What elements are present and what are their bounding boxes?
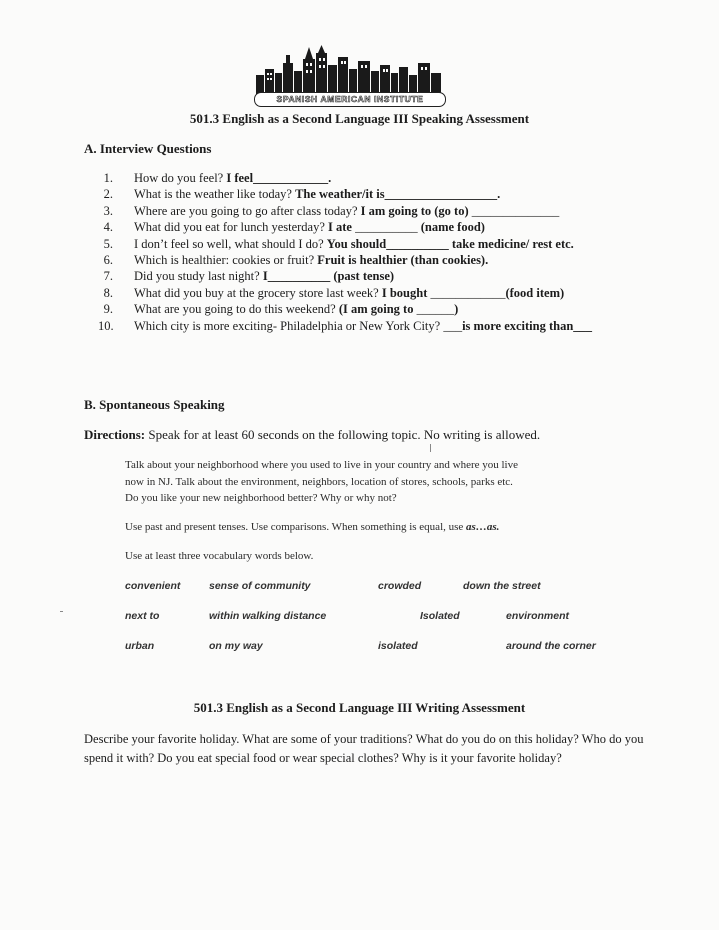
answer-hint: (name food) — [420, 220, 485, 235]
topic-line: Talk about your neighborhood where you used to live in your country and where you live — [125, 459, 518, 471]
speaking-assessment-title: 501.3 English as a Second Language III Speaking Assessment — [189, 111, 530, 126]
question-text: What did you buy at the grocery store last week? — [134, 285, 382, 300]
question-item — [98, 252, 658, 268]
question-item — [98, 219, 658, 235]
question-item — [98, 301, 658, 317]
question-text: I don’t feel so well, what should I do? — [134, 236, 327, 251]
scan-mark — [430, 444, 431, 452]
vocab-note: Use at least three vocabulary words below. — [125, 550, 314, 562]
section-b-heading: B. Spontaneous Speaking — [84, 397, 225, 412]
answer-blank: ______ — [413, 302, 455, 317]
answer-prompt: I ate — [328, 220, 352, 235]
topic-line: Do you like your new neighborhood better? Why or why not? — [125, 492, 397, 504]
question-item — [98, 170, 658, 186]
question-item — [98, 318, 658, 334]
vocab-word: down the street — [463, 580, 541, 592]
skyline-icon — [250, 45, 450, 95]
question-item — [98, 268, 658, 284]
question-number: 10 . — [98, 318, 113, 334]
question-number: 7 . — [98, 268, 113, 284]
answer-prompt: I am going to (go to) — [360, 203, 469, 218]
answer-prompt: I__________ (past tense) — [262, 269, 395, 284]
question-number: 5 . — [98, 236, 113, 252]
vocab-word: on my way — [209, 640, 263, 652]
institute-logo — [250, 45, 450, 107]
tenses-note-emphasis: as…as. — [466, 521, 500, 533]
answer-prompt: The weather/it is__________________. — [295, 187, 501, 202]
question-item — [98, 203, 658, 219]
question-number: 3 . — [98, 203, 113, 219]
question-text: What did you eat for lunch yesterday? — [134, 220, 329, 235]
question-number: 8 . — [98, 285, 113, 301]
question-text: Did you study last night? — [134, 269, 263, 284]
question-text: What is the weather like today? — [134, 187, 296, 202]
answer-prompt: You should__________ take medicine/ rest etc. — [326, 236, 574, 251]
vocab-word: around the corner — [506, 640, 596, 652]
answer-blank: ______________ — [468, 203, 560, 218]
vocab-word: sense of community — [209, 580, 311, 592]
answer-blank: __________ — [351, 220, 421, 235]
question-number: 1 . — [98, 170, 113, 186]
answer-prompt: Fruit is healthier (than cookies). — [317, 253, 489, 268]
vocab-word: isolated — [378, 640, 418, 652]
scan-mark — [60, 611, 63, 612]
answer-hint: ) — [454, 302, 459, 317]
answer-hint: (food item) — [505, 285, 565, 300]
vocab-word: next to — [125, 610, 160, 622]
answer-blank: ____________ — [427, 285, 506, 300]
directions-text: Speak for at least 60 seconds on the following topic. No writing is allowed. — [145, 427, 541, 442]
question-number: 9 . — [98, 301, 113, 317]
question-item — [98, 285, 658, 301]
question-number: 2 . — [98, 186, 113, 202]
question-text: Which is healthier: cookies or fruit? — [134, 253, 318, 268]
answer-prompt: I bought — [381, 285, 428, 300]
vocab-word: urban — [125, 640, 155, 652]
directions — [84, 427, 540, 443]
tenses-note — [125, 519, 595, 536]
interview-questions-list — [98, 170, 658, 334]
section-a-heading: A. Interview Questions — [84, 141, 212, 156]
vocab-word: environment — [506, 610, 570, 622]
question-text: Which city is more exciting- Philadelphia or New York City? ___ — [134, 318, 463, 333]
vocab-word: crowded — [378, 580, 422, 592]
answer-prompt: (I am going to — [338, 302, 414, 317]
question-number: 6 . — [98, 252, 113, 268]
question-item — [98, 236, 658, 252]
vocab-word: Isolated — [420, 610, 460, 622]
vocab-word: within walking distance — [209, 610, 327, 622]
tenses-note-text: Use past and present tenses. Use comparisons. When something is equal, use — [125, 521, 467, 533]
question-text: What are you going to do this weekend? — [134, 302, 339, 317]
writing-prompt: Describe your favorite holiday. What are some of your traditions? What do you do on this holiday? Who do you spend it with? Do you eat special food or wear special clothes? Why is it your favorite holiday? — [84, 732, 644, 765]
question-number: 4 . — [98, 219, 113, 235]
vocab-word: convenient — [125, 580, 181, 592]
topic-paragraph — [125, 457, 595, 507]
logo-banner-text: SPANISH AMERICAN INSTITUTE — [254, 92, 446, 107]
answer-prompt: I feel____________. — [226, 171, 332, 185]
directions-label: Directions: — [84, 427, 146, 442]
writing-assessment-title: 501.3 English as a Second Language III Writing Assessment — [193, 700, 526, 715]
answer-prompt: is more exciting than___ — [462, 318, 593, 333]
question-text: How do you feel? — [134, 171, 227, 185]
question-text: Where are you going to go after class today? — [134, 203, 361, 218]
topic-line: now in NJ. Talk about the environment, neighbors, location of stores, schools, parks etc. — [125, 475, 513, 488]
question-item — [98, 186, 658, 202]
